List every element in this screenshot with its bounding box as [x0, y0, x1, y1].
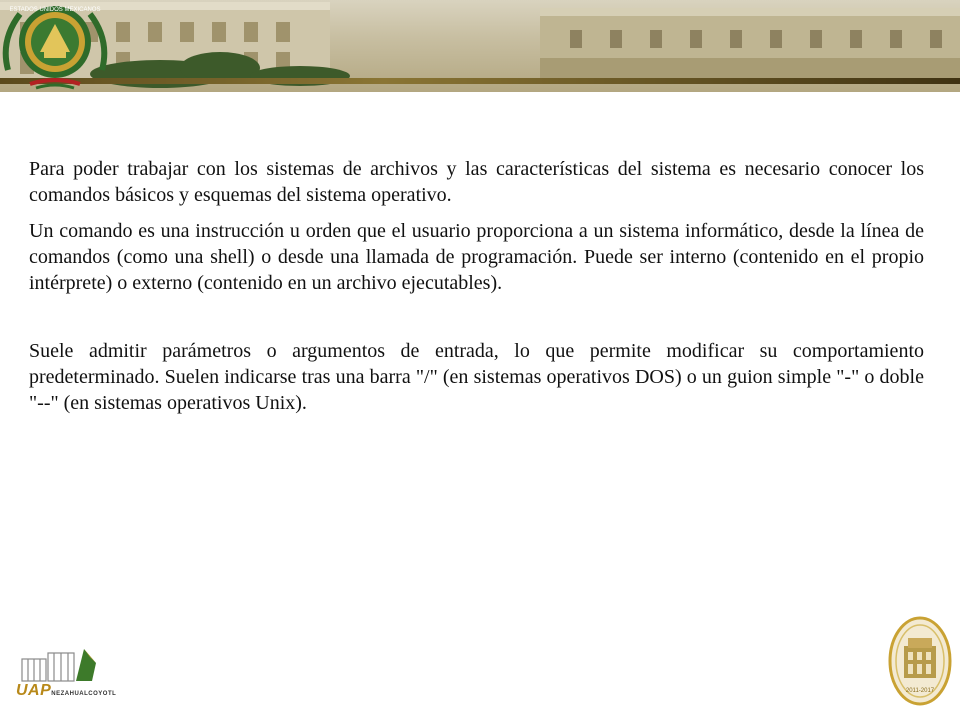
anniversary-years: 2011-2017: [905, 688, 935, 694]
uap-label: UAPNEZAHUALCOYOTL: [16, 682, 117, 699]
crest-lettering: ESTADOS UNIDOS MEXICANOS: [9, 7, 101, 13]
header-band: [0, 78, 960, 84]
anniversary-seal-icon: [888, 616, 952, 706]
paragraph-parameters: Suele admitir parámetros o argumentos de entrada, lo que permite modificar su comportamiento predeterminado. Suelen indicarse tras una barra "/" (en sistemas operativos DOS) o un guion simple "-" o doble "--" (en sistemas operativos Unix).: [29, 340, 924, 414]
paragraph-command-definition: Un comando es una instrucción u orden que el usuario proporciona a un sistema informático, desde la línea de comandos (como una shell) o desde una llamada de programación. Puede ser interno (contenido en el propio intérprete) o externo (contenido en un archivo ejecutables).: [29, 220, 924, 294]
slide-body: [29, 156, 924, 416]
paragraph-intro: Para poder trabajar con los sistemas de archivos y las características del sistema es necesario conocer los comandos básicos y esquemas del sistema operativo.: [29, 158, 924, 206]
header-banner: [0, 0, 960, 92]
university-crest-icon: [0, 0, 110, 92]
